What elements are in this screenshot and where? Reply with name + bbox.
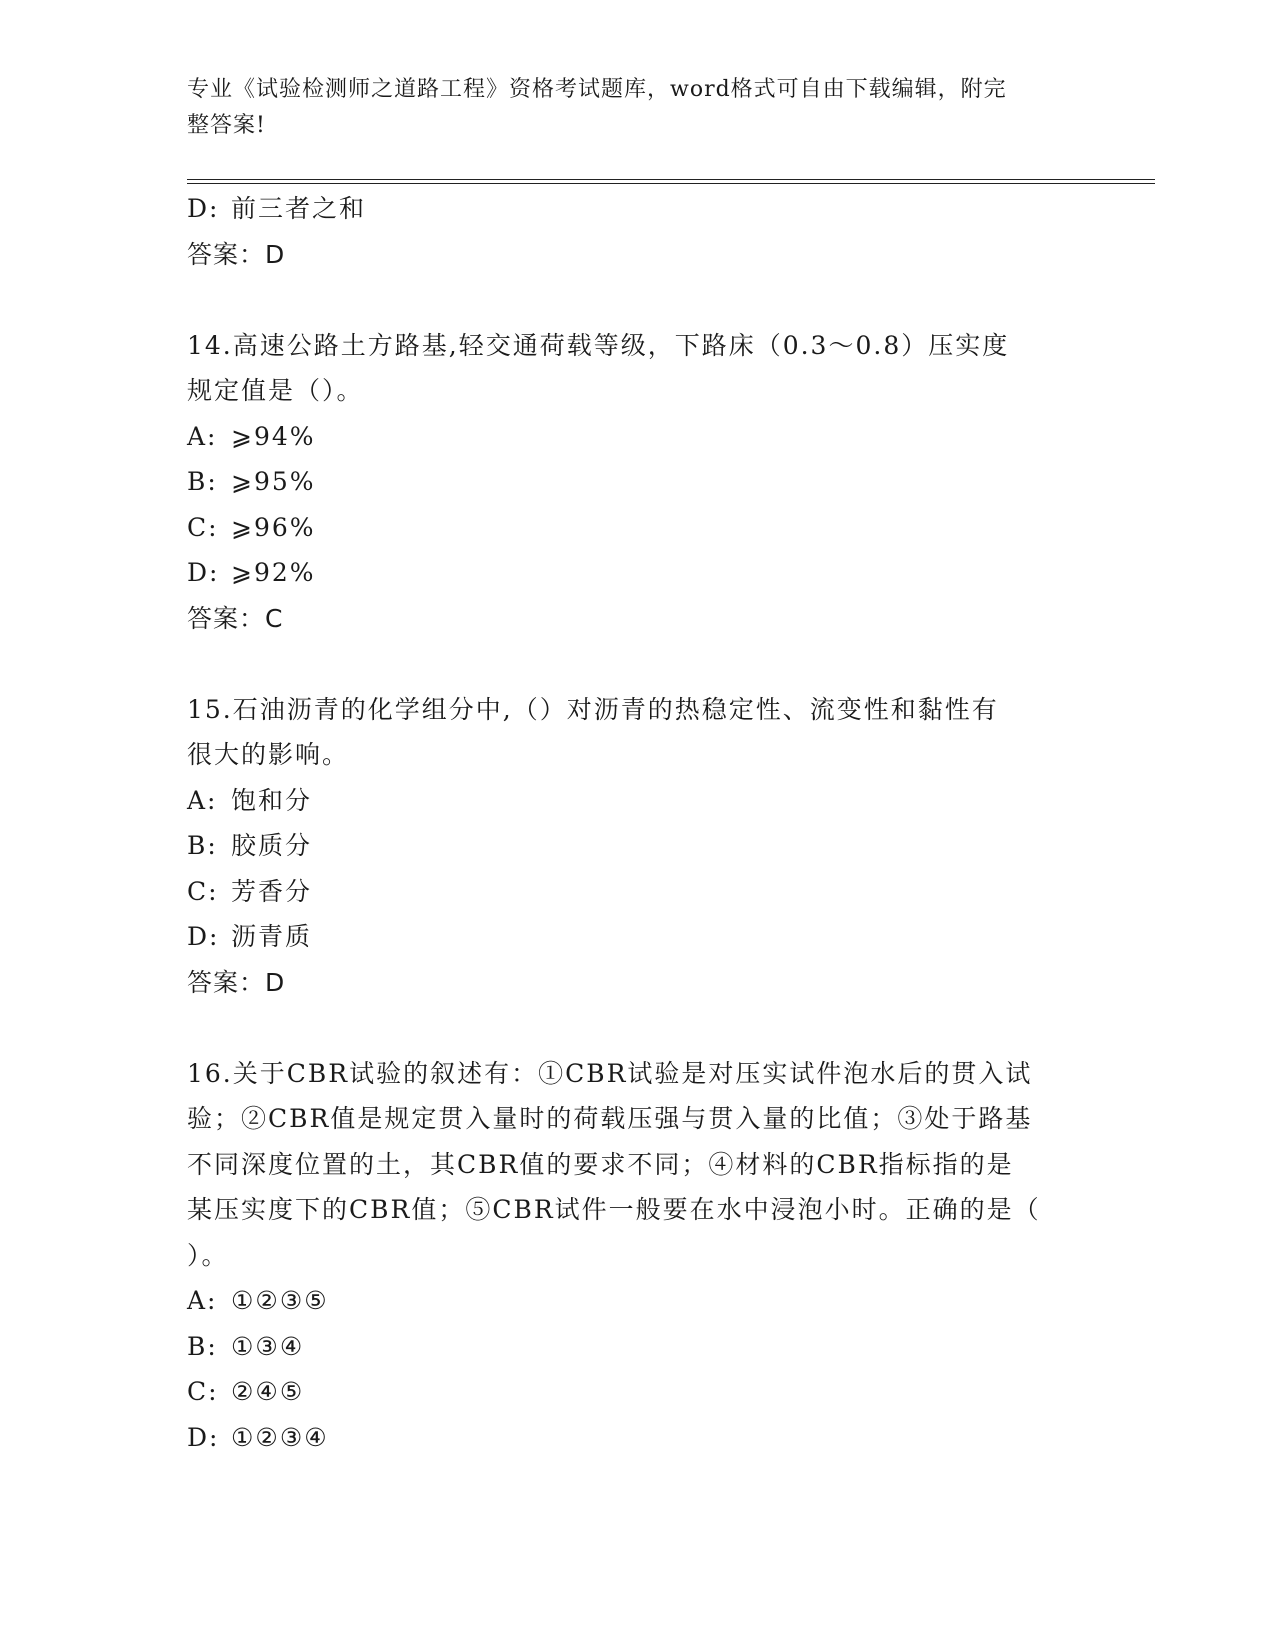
q14-option-b — [187, 459, 1087, 505]
option-text: ⩾95% — [231, 467, 316, 496]
q14-option-c — [187, 505, 1087, 551]
option-label: B: — [187, 467, 218, 496]
q15-text-line-2: 很大的影响。 — [187, 740, 350, 769]
header-line-1: 专业《试验检测师之道路工程》资格考试题库，word格式可自由下载编辑，附完 — [187, 77, 1007, 102]
option-label: B: — [187, 831, 218, 860]
option-label: B: — [187, 1331, 218, 1361]
q16-text-line-4: 某压实度下的CBR值；⑤CBR试件一般要在水中浸泡小时。正确的是（ — [187, 1195, 1041, 1224]
option-text: ①②③⑤ — [231, 1286, 329, 1315]
option-text: ②④⑤ — [231, 1377, 305, 1406]
q15-option-a — [187, 778, 1087, 824]
option-text: ①②③④ — [231, 1422, 329, 1452]
q16-option-b — [187, 1324, 1087, 1370]
option-label: C: — [187, 876, 219, 906]
q15-option-d — [187, 914, 1087, 960]
q16-text-line-2: 验；②CBR值是规定贯入量时的荷载压强与贯入量的比值；③处于路基 — [187, 1104, 1033, 1133]
option-label: D: — [187, 558, 220, 587]
option-label: A: — [187, 1286, 218, 1315]
q15-answer: 答案：D — [187, 967, 286, 997]
option-text: ①③④ — [231, 1331, 305, 1361]
q16-text-line-5: ）。 — [187, 1240, 229, 1270]
q14-answer: 答案：C — [187, 603, 284, 633]
option-label: A: — [187, 785, 218, 815]
header-divider — [187, 179, 1155, 184]
question-content — [187, 186, 1087, 1460]
option-label: D: — [187, 194, 220, 223]
option-text: 芳香分 — [231, 876, 313, 906]
document-header — [187, 72, 1067, 144]
option-text: ⩾94% — [231, 421, 316, 451]
spacer — [187, 641, 1087, 687]
q16-option-a — [187, 1278, 1087, 1324]
q16-option-d — [187, 1415, 1087, 1461]
q15-option-c — [187, 869, 1087, 915]
q14-text-line-1: 14.高速公路土方路基,轻交通荷载等级，下路床（0.3～0.8）压实度 — [187, 330, 1010, 360]
option-label: C: — [187, 1377, 219, 1406]
q14-option-a — [187, 414, 1087, 460]
option-text: ⩾96% — [231, 512, 316, 542]
q15-text-line-1: 15.石油沥青的化学组分中,（）对沥青的热稳定性、流变性和黏性有 — [187, 694, 999, 724]
spacer — [187, 1005, 1087, 1051]
q16-text-line-1: 16.关于CBR试验的叙述有：①CBR试验是对压实试件泡水后的贯入试 — [187, 1058, 1033, 1088]
q16-option-c — [187, 1369, 1087, 1415]
option-text: 胶质分 — [231, 831, 313, 860]
option-text: 饱和分 — [231, 785, 313, 815]
option-label: D: — [187, 922, 220, 951]
option-label: D: — [187, 1422, 220, 1452]
option-label: C: — [187, 512, 219, 542]
q14-option-d — [187, 550, 1087, 596]
prev-option-d — [187, 186, 1087, 232]
q15-option-b — [187, 823, 1087, 869]
option-label: A: — [187, 421, 218, 451]
option-text: 沥青质 — [231, 922, 313, 951]
q16-text-line-3: 不同深度位置的土，其CBR值的要求不同；④材料的CBR指标指的是 — [187, 1149, 1014, 1179]
q14-text-line-2: 规定值是（）。 — [187, 376, 364, 405]
option-text: ⩾92% — [231, 558, 316, 587]
prev-answer: 答案：D — [187, 239, 286, 269]
spacer — [187, 277, 1087, 323]
header-line-2: 整答案! — [187, 113, 266, 138]
option-text: 前三者之和 — [231, 194, 367, 223]
